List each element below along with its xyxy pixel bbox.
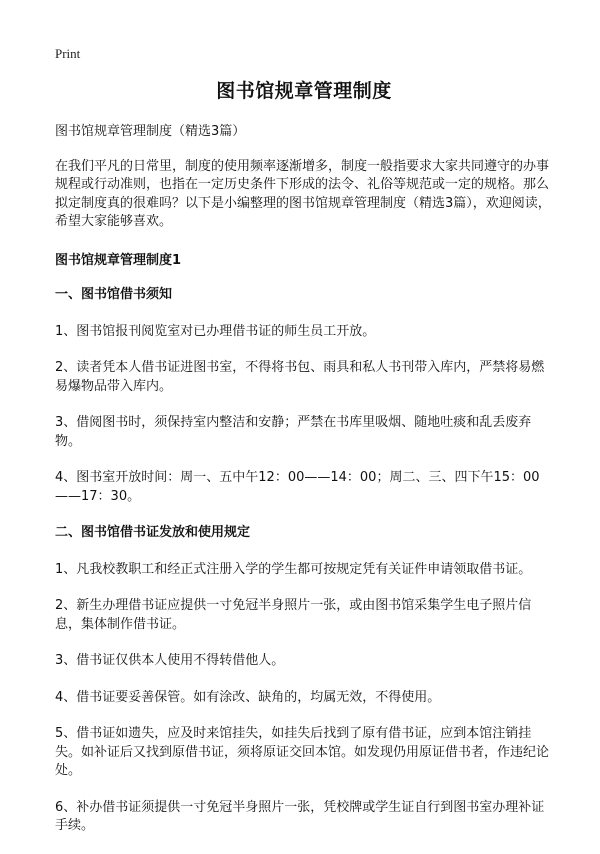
list-item: 4、借书证要妥善保管。如有涂改、缺角的，均属无效，不得使用。 [55,689,441,705]
print-link[interactable]: Print [55,46,81,61]
list-item: 2、新生办理借书证应提供一寸免冠半身照片一张，或由图书馆采集学生电子照片信息，集体制作借书证。 [55,598,532,632]
part2-heading: 二、图书馆借书证发放和使用规定 [55,525,251,540]
list-item: 3、借阅图书时，须保持室内整洁和安静；严禁在书库里吸烟、随地吐痰和乱丢废弃物。 [55,415,532,449]
document-subtitle: 图书馆规章管理制度（精选3篇） [55,124,246,139]
list-item: 1、凡我校教职工和经正式注册入学的学生都可按规定凭有关证件申请领取借书证。 [55,561,532,577]
list-item: 2、读者凭本人借书证进图书室，不得将书包、雨具和私人书刊带入库内，严禁将易燃易爆物品带入库内。 [55,360,545,394]
document-page [55,76,553,854]
list-item: 6、补办借书证须提供一寸免冠半身照片一张，凭校牌或学生证自行到图书室办理补证手续。 [55,799,545,833]
list-item: 5、借书证如遗失，应及时来馆挂失，如挂失后找到了原有借书证，应到本馆注销挂失。如补证后又找到原借书证，须将原证交回本馆。如发现仍用原证借书者，作违纪论处。 [55,726,550,778]
section-heading: 图书馆规章管理制度1 [55,252,182,268]
list-item: 3、借书证仅供本人使用不得转借他人。 [55,653,285,668]
page-title: 图书馆规章管理制度 [216,80,392,102]
list-item: 1、图书馆报刊阅览室对已办理借书证的师生员工开放。 [55,323,376,339]
list-item: 4、图书室开放时间：周一、五中午12：00——14：00；周二、三、四下午15：00——17：30。 [55,470,540,504]
part1-heading: 一、图书馆借书须知 [55,287,173,302]
intro-paragraph: 在我们平凡的日常里，制度的使用频率逐渐增多，制度一般指要求大家共同遵守的办事规程或行动准则，也指在一定历史条件下形成的法令、礼俗等规范或一定的规格。那么拟定制度真的很难吗？以下是小编整理的图书馆规章管理制度（精选3篇），欢迎阅读，希望大家能够喜欢。 [55,158,551,229]
